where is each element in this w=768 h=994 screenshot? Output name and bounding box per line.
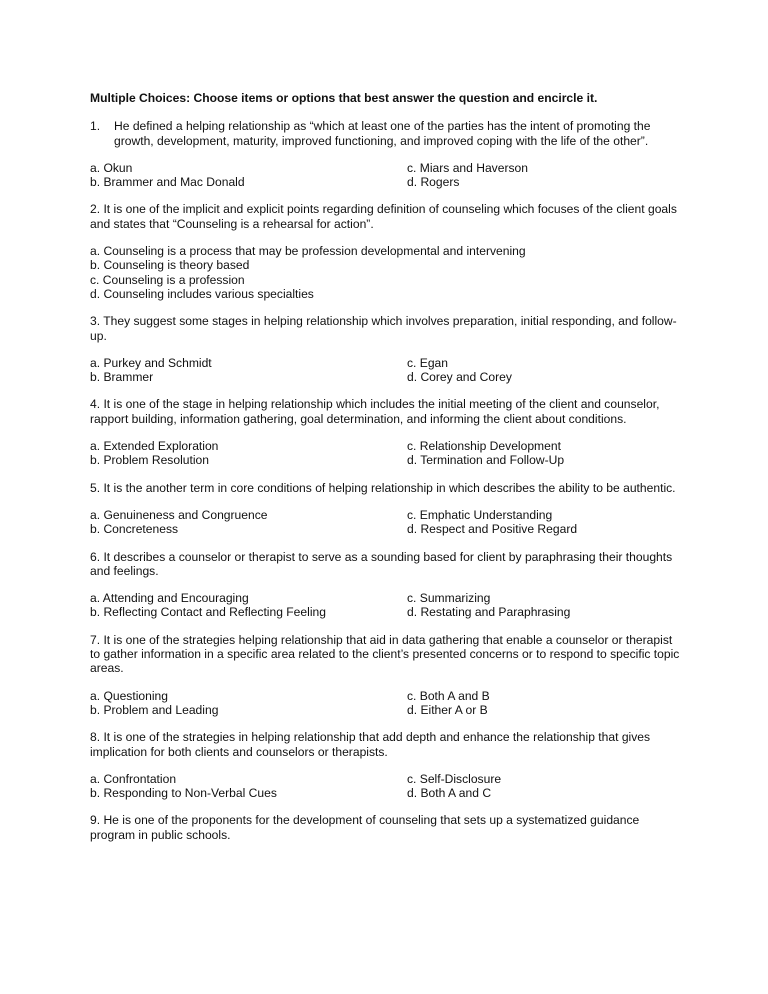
question-3-options [90, 356, 680, 385]
question-4: 4. It is one of the stage in helping relationship which includes the initial meeting of the client and counselor, rapport building, information gathering, goal determination, and informing the client about conditions. [90, 397, 660, 426]
question-7-options [90, 689, 680, 718]
question-9: 9. He is one of the proponents for the development of counseling that sets up a systematized guidance program in public schools. [90, 813, 640, 842]
question-2: 2. It is one of the implicit and explicit points regarding definition of counseling which focuses of the client goals and states that “Counseling is a rehearsal for action”. [90, 202, 677, 231]
option-a[interactable]: a. Questioning [90, 688, 168, 703]
option-b[interactable]: b. Problem Resolution [90, 453, 209, 468]
question-8: 8. It is one of the strategies in helping relationship that add depth and enhance the relationship that gives implication for both clients and counselors or therapists. [90, 730, 651, 759]
question-3: 3. They suggest some stages in helping relationship which involves preparation, initial responding, and follow-up. [90, 314, 677, 343]
option-c[interactable]: c. Counseling is a profession [90, 272, 245, 287]
option-b[interactable]: b. Concreteness [90, 522, 179, 537]
option-c[interactable]: c. Miars and Haverson [407, 160, 528, 175]
option-b[interactable]: b. Problem and Leading [90, 702, 219, 717]
question-number: 1. [90, 119, 101, 134]
question-2-options [90, 244, 680, 301]
option-a[interactable]: a. Extended Exploration [90, 439, 219, 454]
question-8-options [90, 772, 680, 801]
option-d[interactable]: d. Termination and Follow-Up [407, 453, 565, 468]
option-c[interactable]: c. Summarizing [407, 591, 491, 606]
option-d[interactable]: d. Counseling includes various specialties [90, 286, 314, 301]
option-c[interactable]: c. Self-Disclosure [407, 771, 502, 786]
option-d[interactable]: d. Corey and Corey [407, 370, 512, 385]
option-d[interactable]: d. Restating and Paraphrasing [407, 605, 571, 620]
question-5: 5. It is the another term in core conditions of helping relationship in which describes the ability to be authentic. [90, 480, 676, 495]
option-b[interactable]: b. Brammer [90, 370, 154, 385]
question-5-options [90, 508, 680, 537]
option-b[interactable]: b. Counseling is theory based [90, 258, 250, 273]
option-d[interactable]: d. Respect and Positive Regard [407, 522, 578, 537]
question-1 [90, 119, 680, 148]
option-a[interactable]: a. Purkey and Schmidt [90, 355, 212, 370]
option-a[interactable]: a. Confrontation [90, 771, 177, 786]
option-a[interactable]: a. Attending and Encouraging [90, 591, 249, 606]
question-1-options [90, 161, 680, 190]
option-d[interactable]: d. Either A or B [407, 702, 488, 717]
instructions-heading: Multiple Choices: Choose items or options that best answer the question and encircle it. [90, 91, 598, 105]
option-b[interactable]: b. Brammer and Mac Donald [90, 175, 245, 190]
option-a[interactable]: a. Okun [90, 160, 133, 175]
option-b[interactable]: b. Responding to Non-Verbal Cues [90, 786, 277, 801]
option-c[interactable]: c. Both A and B [407, 688, 490, 703]
option-a[interactable]: a. Counseling is a process that may be profession developmental and intervening [90, 244, 526, 259]
option-d[interactable]: d. Both A and C [407, 786, 492, 801]
question-4-options [90, 439, 680, 468]
question-7: 7. It is one of the strategies helping relationship that aid in data gathering that enable a counselor or therapist to gather information in a specific area related to the client’s presented concerns or to respond to specific topic areas. [90, 632, 680, 676]
question-6: 6. It describes a counselor or therapist to serve as a sounding based for client by paraphrasing their thoughts and feelings. [90, 549, 673, 578]
option-d[interactable]: d. Rogers [407, 175, 460, 190]
question-6-options [90, 591, 680, 620]
option-a[interactable]: a. Genuineness and Congruence [90, 507, 268, 522]
option-b[interactable]: b. Reflecting Contact and Reflecting Feeling [90, 605, 326, 620]
question-text: He defined a helping relationship as “which at least one of the parties has the intent of promoting the growth, development, maturity, improved functioning, and improved coping with the life of the other”. [114, 119, 651, 148]
option-c[interactable]: c. Relationship Development [407, 439, 561, 454]
document-page [90, 91, 680, 855]
option-c[interactable]: c. Egan [407, 355, 449, 370]
option-c[interactable]: c. Emphatic Understanding [407, 507, 553, 522]
